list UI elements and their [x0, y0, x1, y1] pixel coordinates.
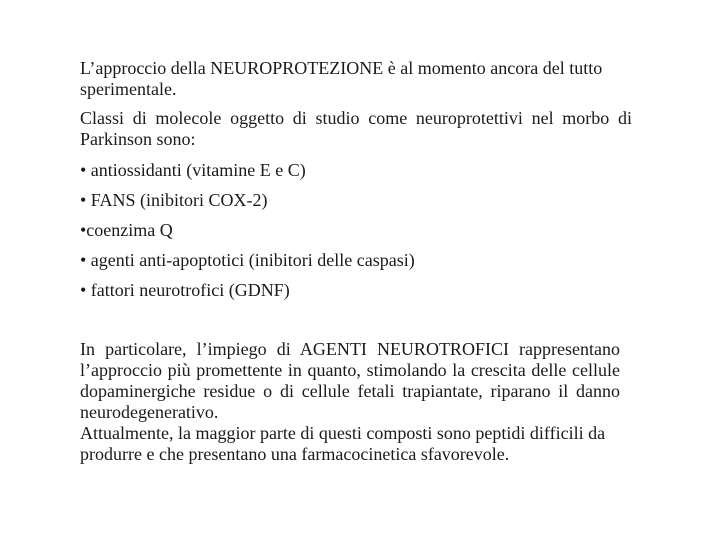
pharmacokinetics-paragraph: Attualmente, la maggior parte di questi composti sono peptidi difficili da produrre e che presentano una farmacocinetica sfavorevole.	[80, 423, 606, 464]
top-text-block	[80, 58, 632, 310]
bottom-text-block	[80, 339, 620, 465]
list-item: • antiossidanti (vitamine E e C)	[80, 160, 306, 180]
classes-intro-text: Classi di molecole oggetto di studio come neuroprotettivi nel morbo di Parkinson sono:	[80, 108, 632, 149]
list-item: • fattori neurotrofici (GDNF)	[80, 280, 290, 300]
list-item: •coenzima Q	[80, 220, 173, 240]
molecule-class-list	[80, 160, 632, 301]
intro-text: L’approccio della NEUROPROTEZIONE è al momento ancora del tutto sperimentale.	[80, 58, 603, 99]
list-item: • FANS (inibitori COX-2)	[80, 190, 268, 210]
neurotrophic-paragraph: In particolare, l’impiego di AGENTI NEUROTROFICI rappresentano l’approccio più promettente in quanto, stimolando la crescita delle cellule dopaminergiche residue o di cellule fetali trapiantate, riparano il danno neurodegenerativo.	[80, 339, 620, 422]
list-item: • agenti anti-apoptotici (inibitori delle caspasi)	[80, 250, 415, 270]
